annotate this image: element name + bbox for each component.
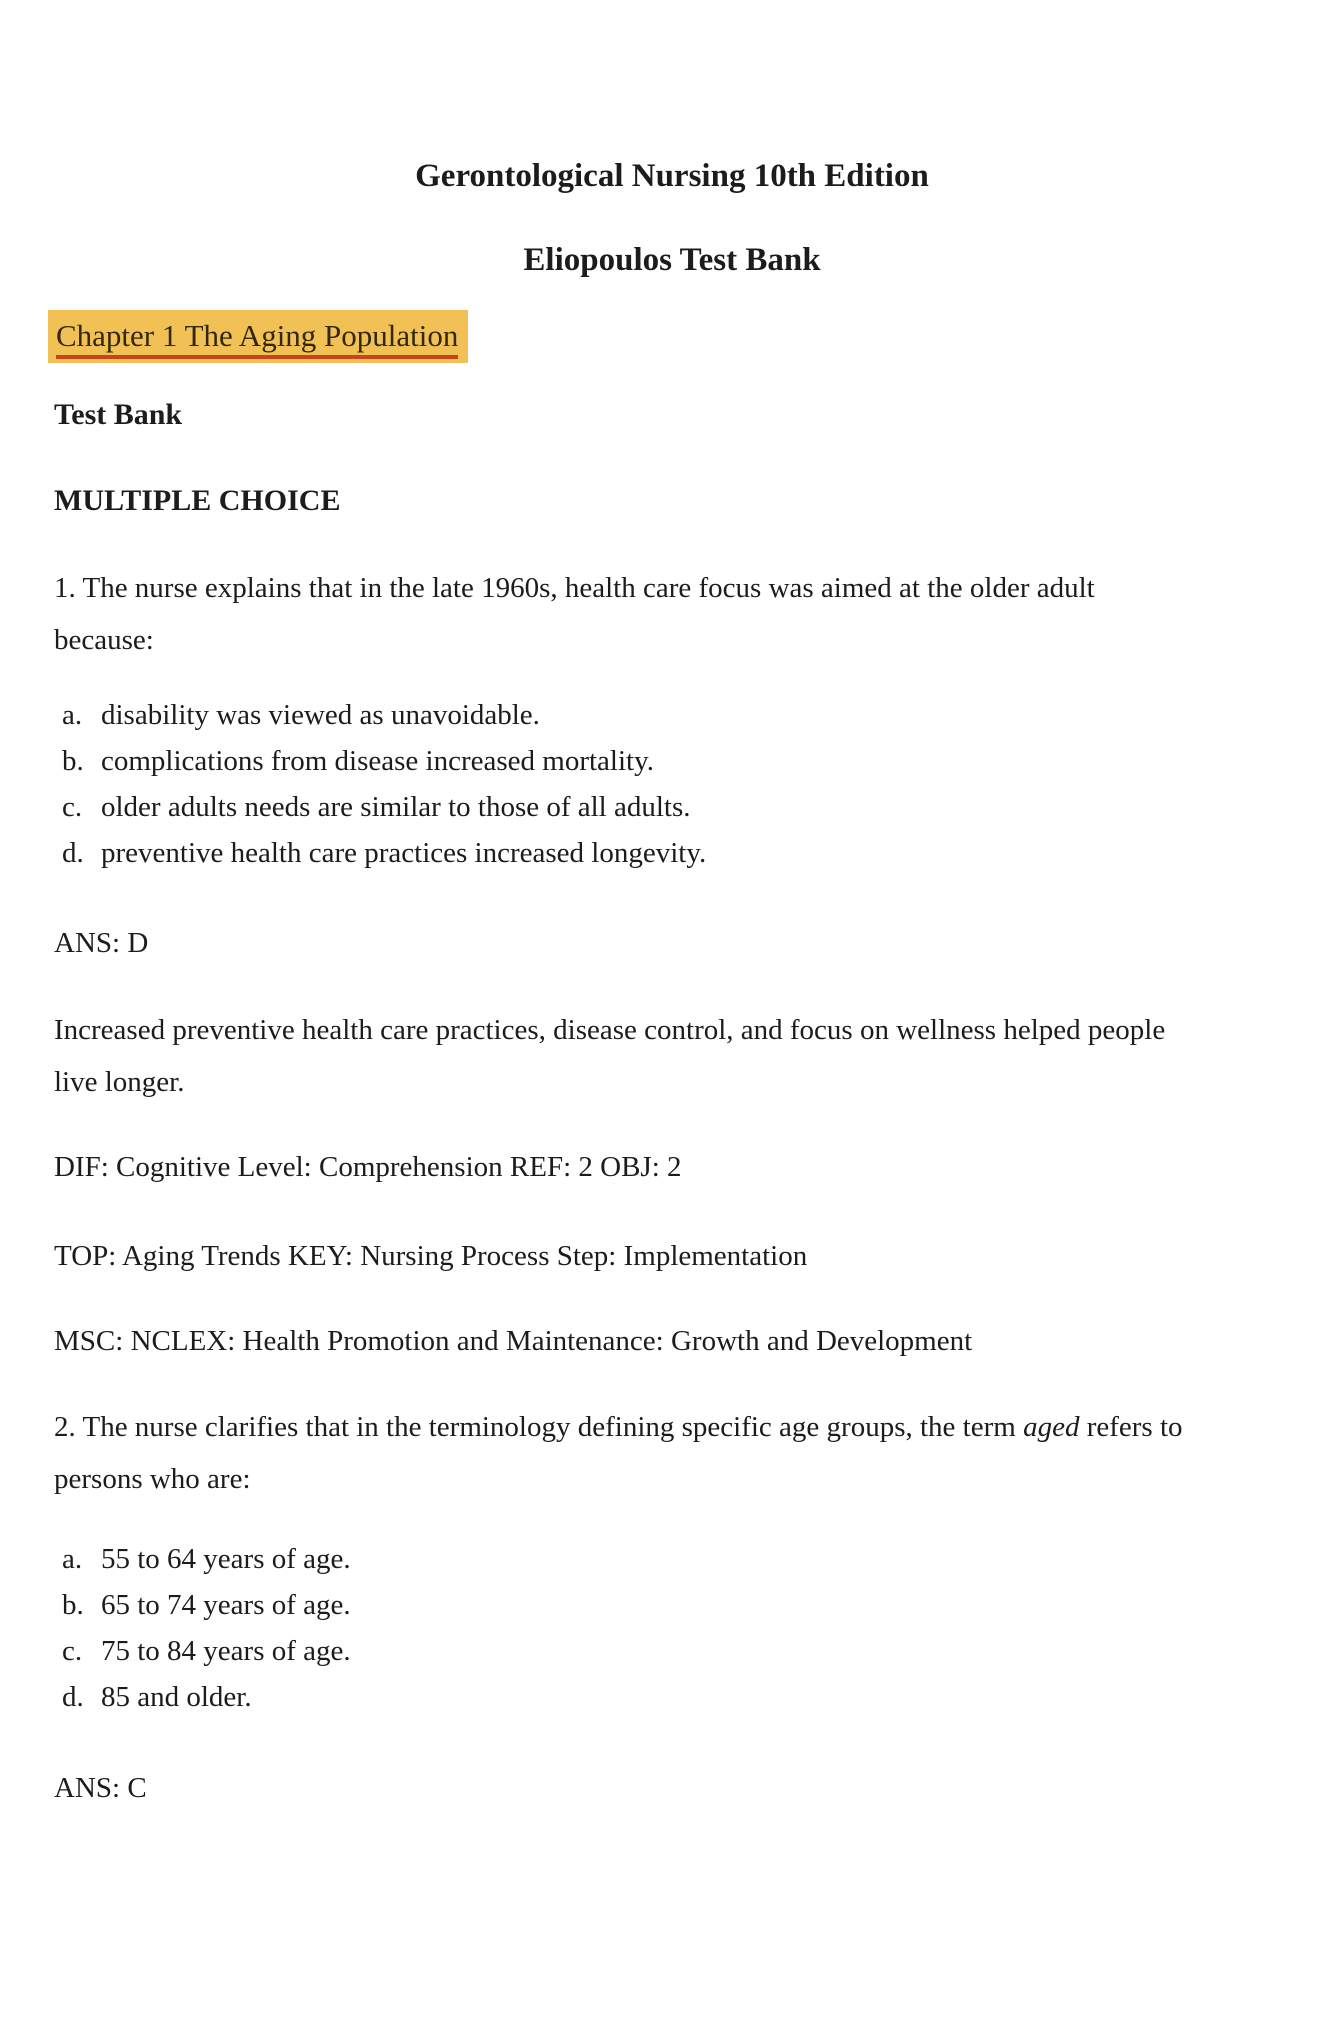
option-text: preventive health care practices increased longevity. [101, 837, 707, 869]
question-1-meta-dif [54, 1141, 1290, 1193]
option-letter: d. [62, 837, 84, 869]
stem-text-after-italic: refers to [1079, 1411, 1183, 1443]
question-2-stem-line-2: persons who are: [54, 1463, 251, 1495]
question-2-answer [54, 1762, 1290, 1814]
option-text: 65 to 74 years of age. [101, 1589, 351, 1621]
stem-italic-term: aged [1023, 1411, 1080, 1443]
option-letter: a. [62, 699, 83, 731]
option-row-1d [62, 830, 1290, 876]
option-row-2c [62, 1628, 1290, 1674]
chapter-heading-row [48, 310, 1290, 363]
option-row-2a [62, 1536, 1290, 1582]
meta-msc-line: MSC: NCLEX: Health Promotion and Maintenance: Growth and Development [54, 1325, 973, 1357]
question-1-meta-msc [54, 1315, 1290, 1367]
heading-test-bank: Test Bank [54, 398, 183, 431]
meta-dif-line: DIF: Cognitive Level: Comprehension REF: 2 OBJ: 2 [54, 1151, 682, 1183]
question-1-rationale [54, 1004, 1290, 1108]
question-1-meta-top [54, 1230, 1290, 1282]
option-row-1c [62, 784, 1290, 830]
option-text: complications from disease increased mortality. [101, 745, 654, 777]
option-letter: c. [62, 1635, 83, 1667]
option-text: disability was viewed as unavoidable. [101, 699, 540, 731]
chapter-link[interactable] [48, 310, 468, 363]
question-2-stem-line-1 [54, 1401, 1290, 1453]
option-row-2b [62, 1582, 1290, 1628]
meta-top-line: TOP: Aging Trends KEY: Nursing Process Step: Implementation [54, 1240, 808, 1272]
rationale-line-2: live longer. [54, 1066, 185, 1098]
option-text: 75 to 84 years of age. [101, 1635, 351, 1667]
question-2-options [54, 1536, 1290, 1720]
answer-line: ANS: C [54, 1772, 147, 1804]
option-row-1a [62, 692, 1290, 738]
option-text: older adults needs are similar to those of all adults. [101, 791, 691, 823]
answer-line: ANS: D [54, 927, 149, 959]
page-title: Gerontological Nursing 10th Edition [415, 158, 929, 194]
heading-multiple-choice: MULTIPLE CHOICE [54, 484, 341, 517]
option-letter: d. [62, 1681, 84, 1713]
question-1-stem-line-2: because: [54, 624, 154, 656]
question-1-stem [54, 562, 1290, 666]
option-text: 85 and older. [101, 1681, 252, 1713]
option-letter: a. [62, 1543, 83, 1575]
rationale-line-1: Increased preventive health care practices, disease control, and focus on wellness helped people [54, 1014, 1166, 1046]
question-1-stem-line-1: 1. The nurse explains that in the late 1960s, health care focus was aimed at the older adult [54, 572, 1095, 604]
option-letter: c. [62, 791, 83, 823]
option-letter: b. [62, 745, 84, 777]
chapter-link-label: Chapter 1 The Aging Population [56, 318, 458, 359]
page-subtitle: Eliopoulos Test Bank [523, 242, 821, 278]
stem-text-before-italic: 2. The nurse clarifies that in the terminology defining specific age groups, the term [54, 1411, 1024, 1443]
option-text: 55 to 64 years of age. [101, 1543, 351, 1575]
question-1-options [54, 692, 1290, 876]
option-row-2d [62, 1674, 1290, 1720]
option-row-1b [62, 738, 1290, 784]
option-letter: b. [62, 1589, 84, 1621]
question-2-stem [54, 1401, 1290, 1505]
question-1-answer [54, 917, 1290, 969]
